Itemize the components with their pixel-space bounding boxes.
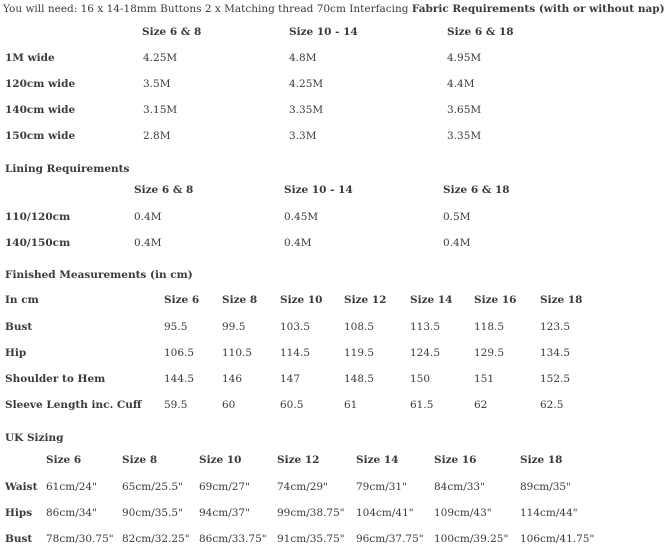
fabric-header: Size 6 & 18 — [447, 26, 514, 38]
lining-cell: 0.4M — [443, 237, 471, 249]
lining-cell: 0.45M — [284, 211, 319, 223]
uk-cell: 74cm/29" — [277, 481, 328, 493]
uk-cell: 61cm/24" — [46, 481, 97, 493]
fabric-cell: 4.4M — [447, 78, 475, 90]
fabric-requirements-title: Fabric Requirements (with or without nap) — [411, 3, 665, 15]
finished-cell: 61 — [344, 399, 358, 411]
finished-cell: 99.5 — [222, 321, 246, 333]
finished-header: Size 14 — [410, 294, 453, 306]
uk-cell: 65cm/25.5" — [122, 481, 183, 493]
finished-cell: 119.5 — [344, 347, 375, 359]
uk-header: Size 8 — [122, 454, 158, 466]
lining-header: Size 10 - 14 — [284, 184, 353, 196]
uk-cell: 114cm/44" — [520, 507, 578, 519]
uk-row-label: Hips — [5, 507, 33, 519]
uk-header: Size 6 — [46, 454, 82, 466]
fabric-row-label: 140cm wide — [5, 104, 76, 116]
intro-text: You will need: 16 x 14-18mm Buttons 2 x Matching thread 70cm Interfacing — [3, 3, 409, 15]
finished-cell: 151 — [474, 373, 495, 385]
finished-cell: 147 — [280, 373, 301, 385]
uk-cell: 90cm/35.5" — [122, 507, 183, 519]
finished-row-label: Shoulder to Hem — [5, 373, 106, 385]
uk-cell: 99cm/38.75" — [277, 507, 345, 519]
lining-header: Size 6 & 18 — [443, 184, 510, 196]
uk-cell: 69cm/27" — [199, 481, 250, 493]
lining-cell: 0.5M — [443, 211, 471, 223]
finished-header: Size 12 — [344, 294, 387, 306]
uk-cell: 79cm/31" — [356, 481, 407, 493]
lining-row-label: 110/120cm — [5, 211, 71, 223]
uk-sizing-title: UK Sizing — [5, 432, 64, 444]
uk-cell: 86cm/34" — [46, 507, 97, 519]
finished-cell: 106.5 — [164, 347, 195, 359]
fabric-cell: 4.25M — [143, 52, 178, 64]
fabric-row-label: 1M wide — [5, 52, 55, 64]
finished-row-label: Hip — [5, 347, 27, 359]
finished-cell: 62.5 — [540, 399, 564, 411]
finished-corner-label: In cm — [5, 294, 39, 306]
fabric-cell: 3.5M — [143, 78, 171, 90]
fabric-cell: 2.8M — [143, 130, 171, 142]
finished-cell: 108.5 — [344, 321, 375, 333]
fabric-cell: 3.3M — [289, 130, 317, 142]
finished-cell: 124.5 — [410, 347, 441, 359]
uk-header: Size 16 — [434, 454, 477, 466]
fabric-header: Size 10 - 14 — [289, 26, 358, 38]
uk-row-label: Bust — [5, 533, 33, 545]
fabric-cell: 4.8M — [289, 52, 317, 64]
finished-cell: 144.5 — [164, 373, 195, 385]
uk-cell: 109cm/43" — [434, 507, 492, 519]
uk-header: Size 14 — [356, 454, 399, 466]
uk-cell: 82cm/32.25" — [122, 533, 190, 545]
uk-header: Size 12 — [277, 454, 320, 466]
lining-row-label: 140/150cm — [5, 237, 71, 249]
finished-cell: 123.5 — [540, 321, 571, 333]
uk-cell: 100cm/39.25" — [434, 533, 509, 545]
uk-cell: 104cm/41" — [356, 507, 414, 519]
finished-cell: 152.5 — [540, 373, 571, 385]
fabric-header: Size 6 & 8 — [142, 26, 202, 38]
uk-header: Size 10 — [199, 454, 242, 466]
finished-cell: 62 — [474, 399, 488, 411]
finished-header: Size 16 — [474, 294, 517, 306]
finished-row-label: Sleeve Length inc. Cuff — [5, 399, 142, 411]
uk-cell: 78cm/30.75" — [46, 533, 114, 545]
finished-title: Finished Measurements (in cm) — [5, 269, 193, 281]
finished-cell: 129.5 — [474, 347, 505, 359]
finished-header: Size 18 — [540, 294, 583, 306]
lining-title: Lining Requirements — [5, 163, 130, 175]
finished-cell: 114.5 — [280, 347, 311, 359]
finished-cell: 118.5 — [474, 321, 505, 333]
finished-cell: 59.5 — [164, 399, 188, 411]
finished-cell: 60.5 — [280, 399, 304, 411]
finished-header: Size 8 — [222, 294, 258, 306]
finished-cell: 113.5 — [410, 321, 441, 333]
finished-header: Size 6 — [164, 294, 200, 306]
finished-cell: 61.5 — [410, 399, 434, 411]
finished-cell: 60 — [222, 399, 236, 411]
fabric-cell: 3.35M — [289, 104, 324, 116]
uk-header: Size 18 — [520, 454, 563, 466]
fabric-cell: 3.35M — [447, 130, 482, 142]
lining-cell: 0.4M — [134, 237, 162, 249]
fabric-cell: 3.15M — [143, 104, 178, 116]
fabric-cell: 4.25M — [289, 78, 324, 90]
uk-cell: 91cm/35.75" — [277, 533, 345, 545]
lining-cell: 0.4M — [134, 211, 162, 223]
uk-cell: 94cm/37" — [199, 507, 250, 519]
fabric-row-label: 120cm wide — [5, 78, 76, 90]
finished-cell: 148.5 — [344, 373, 375, 385]
fabric-cell: 4.95M — [447, 52, 482, 64]
uk-row-label: Waist — [5, 481, 38, 493]
uk-cell: 89cm/35" — [520, 481, 571, 493]
uk-cell: 86cm/33.75" — [199, 533, 267, 545]
uk-cell: 106cm/41.75" — [520, 533, 595, 545]
lining-header: Size 6 & 8 — [134, 184, 194, 196]
finished-cell: 150 — [410, 373, 431, 385]
finished-cell: 95.5 — [164, 321, 188, 333]
finished-cell: 146 — [222, 373, 243, 385]
finished-header: Size 10 — [280, 294, 323, 306]
finished-row-label: Bust — [5, 321, 33, 333]
uk-cell: 84cm/33" — [434, 481, 485, 493]
finished-cell: 110.5 — [222, 347, 253, 359]
lining-cell: 0.4M — [284, 237, 312, 249]
finished-cell: 134.5 — [540, 347, 571, 359]
fabric-row-label: 150cm wide — [5, 130, 76, 142]
fabric-cell: 3.65M — [447, 104, 482, 116]
intro-line — [3, 4, 665, 15]
finished-cell: 103.5 — [280, 321, 311, 333]
uk-cell: 96cm/37.75" — [356, 533, 424, 545]
